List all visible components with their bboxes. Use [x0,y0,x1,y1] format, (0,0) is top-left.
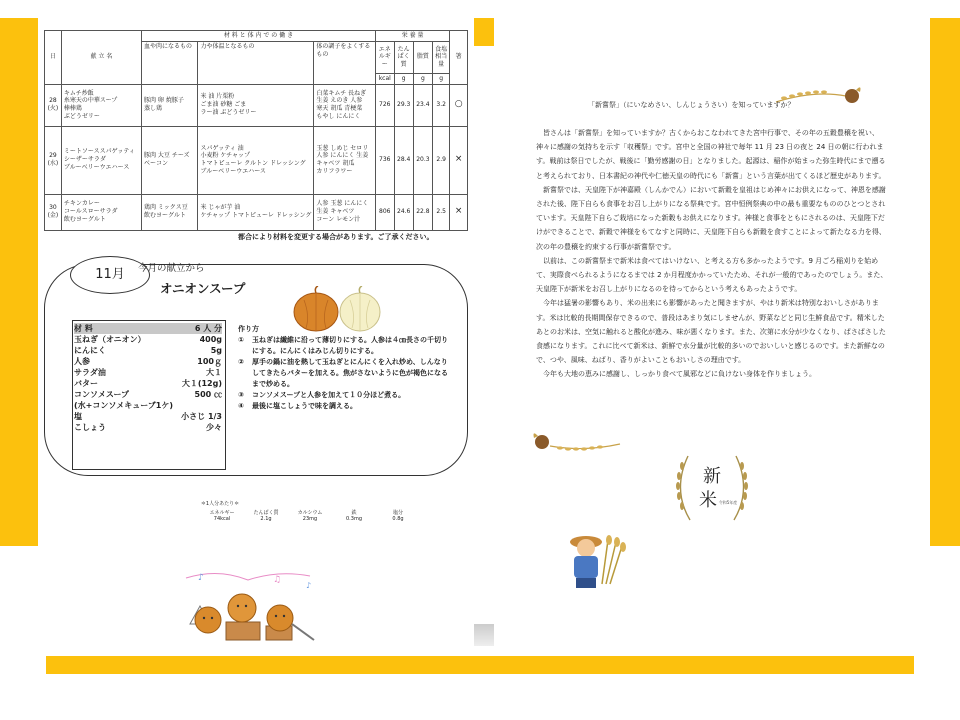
yellow-frame-left [0,18,38,546]
header-nutrition: 栄 養 量 [375,31,449,42]
condition-item: 寒天 胡瓜 青梗菜 [316,105,363,113]
ingredient-row [74,345,222,356]
ingredient-name: 人参 [74,357,90,366]
menu-item: 飲むヨーグルト [63,215,106,223]
step-text: 最後に塩こしょうで味を調える。 [252,402,357,410]
nutrition-label: 塩分 [392,510,403,516]
ingredient-row [74,422,222,433]
steps-title: 作り方 [238,325,259,333]
menu-item: 糸寒天の中華スープ [63,97,118,105]
right-page [494,18,930,643]
recipe-step [238,335,454,357]
unit-kcal: kcal [375,73,394,84]
energy-item: スパゲッティ 油 [200,144,244,152]
condition-item: 人参 玉葱 にんにく [316,200,369,208]
day-number: 29 [49,152,57,160]
fat-cell: 23.4 [413,84,432,126]
header-day: 日 [45,31,62,85]
kcal-cell: 726 [375,84,394,126]
nutrition-value: 0.8g [392,516,404,522]
table-row [45,126,468,194]
ingredient-name: 材 料 [74,324,93,333]
salt-cell: 2.5 [432,194,449,230]
menu-item: ブルーベリーウエハース [63,163,130,171]
nutrition-per-serving [200,500,420,522]
header-blood: 血や肉になるもの [142,41,198,84]
condition-item: 人参 にんにく 生姜 [316,152,369,160]
recipe-caption: 今月の献立から [138,263,205,274]
day-number: 30 [49,204,57,212]
ingredient-qty: 少々 [206,423,222,432]
svg-text:♪: ♪ [306,581,312,590]
condition-item: 玉葱 しめじ セロリ [316,144,369,152]
nutrition-value: 74kcal [213,516,231,522]
ingredient-name: バター [74,379,98,388]
ingredient-qty: 大１(12g) [181,379,222,388]
blood-cell [142,84,198,126]
ingredient-qty: 小さじ 1/3 [181,412,222,421]
day-cell [45,126,62,194]
nutrition-title: ＊1人分あたり＊ [200,501,240,507]
energy-cell [198,84,314,126]
condition-item: もやし にんにく [316,112,361,120]
nutrition-value: 2.1g [260,516,272,522]
header-energy: 力や体温となるもの [198,41,314,84]
article-title: 「新嘗祭」（にいなめさい、しんじょうさい）を知っていますか？ [588,101,795,109]
nutrition-item [332,509,376,522]
day-cell [45,84,62,126]
logo-char-2: 米 [699,490,717,511]
recipe-step [238,401,454,412]
salt-cell: 2.9 [432,126,449,194]
header-kcal: エネルギー [375,41,394,73]
protein-cell: 28.4 [394,126,413,194]
ingredient-qty: 400g [199,335,222,344]
table-row [45,84,468,126]
condition-cell [314,126,376,194]
page-shadow [474,624,494,646]
kcal-cell: 806 [375,194,394,230]
energy-cell [198,194,314,230]
step-text: コンソメスープと人参を加えて１０分ほど煮る。 [252,391,406,399]
nutrition-label: カルシウム [297,510,323,516]
change-note: 都合により材料を変更する場合があります。ご了承ください。 [238,233,434,241]
protein-cell: 24.6 [394,194,413,230]
recipe-steps [238,324,454,412]
ingredient-name: 塩 [74,412,82,421]
yellow-frame-bottom [46,656,914,674]
day-number: 28 [49,97,57,105]
article-body [536,126,888,382]
header-salt: 食塩相当量 [432,41,449,73]
header-menu: 献 立 名 [61,31,141,85]
shinmai-logo [670,446,754,526]
step-number: ④ [238,402,244,410]
article-paragraph: 今年は猛暑の影響もあり、米の出来にも影響があったと聞きますが、やはり新米は特別なおいしさがあります。米は比較的長期間保存できるので、普段はあまり気にしませんが、野菜などと同じ生鮮食品です。精米したあとのお米は、空気に触れると酸化が進み、味が悪くなります。また、次第に水分が少なくなり、ぱさぱさした食感になります。これに比べて新米は、新鮮で水分量が比較的多いのでおいしいと感じるのです。また新鮮なので、つや、風味、ねばり、香りがよいこともおいしさの理由です。 [536,299,886,365]
unit-g: g [432,73,449,84]
energy-item: ごま油 砂糖 ごま [200,101,247,109]
menu-item: コールスローサラダ [63,208,118,216]
chopsticks-cell: ○ [450,84,468,126]
blood-item: 蒸し鶏 [144,105,163,113]
nutrition-label: たんぱく質 [253,510,279,516]
header-fat: 脂質 [413,41,432,73]
condition-item: 生姜 キャベツ [316,208,355,216]
blood-item: 飲むヨーグルト [144,212,186,220]
nutrition-item [376,509,420,522]
svg-text:♫: ♫ [273,575,282,585]
nutrition-label: 鉄 [351,510,357,516]
energy-item: 小麦粉 ケチャップ [200,152,250,160]
energy-item: トマトピューレ クルトン ドレッシング [200,160,306,168]
menu-table [44,30,468,231]
fat-cell: 20.3 [413,126,432,194]
header-ingredients: 材 料 と 体 内 で の 働 き [142,31,376,42]
salt-cell: 3.2 [432,84,449,126]
step-text: 厚手の鍋に油を熱して玉ねぎとにんにくを入れ炒め、しんなりしてきたらバターを加える。焦がさないように色が褐色になるまで炒める。 [252,358,448,388]
energy-item: ラー油 ぶどうゼリー [200,108,257,116]
ingredient-row [74,378,222,389]
condition-item: キャベツ 胡瓜 [316,160,355,168]
logo-year: 令和5年産 [718,500,738,505]
chopsticks-cell: × [450,194,468,230]
menu-item: ぶどうゼリー [63,112,100,120]
ingredient-row [74,334,222,345]
ingredient-row [74,389,222,400]
recipe-title: オニオンスープ [160,281,246,296]
recipe-step [238,390,454,401]
weekday: (水) [47,160,59,168]
menu-cell [61,84,141,126]
menu-item: 棒棒鶏 [63,105,82,113]
kcal-cell: 736 [375,126,394,194]
header-condition: 体の調子をよくするもの [314,41,376,84]
yellow-frame-right [930,18,960,546]
condition-cell [314,194,376,230]
menu-item: キムチ炒飯 [63,89,94,97]
protein-cell: 29.3 [394,84,413,126]
menu-cell [61,194,141,230]
header-protein: たんぱく質 [394,41,413,73]
condition-item: 白菜キムチ 長ねぎ [316,89,367,97]
rice-ear-decoration [528,430,624,456]
ingredient-name: にんにく [74,346,106,355]
svg-text:♪: ♪ [198,573,204,583]
menu-item: ミートソーススパゲッティ [63,148,135,156]
onion-band-illustration [178,566,328,644]
left-page [38,18,474,643]
condition-item: コーン レモン汁 [316,215,361,223]
nutrition-item [244,509,288,522]
blood-item: 豚肉 卵 焼豚子 [144,97,184,105]
blood-item: 鶏肉 ミックス豆 [144,204,188,212]
nutrition-item [288,509,332,522]
blood-cell [142,126,198,194]
farmer-illustration [564,530,630,590]
ingredient-name: コンソメスープ [74,390,130,399]
ingredient-qty: 100ｇ [197,357,222,366]
day-cell [45,194,62,230]
month-badge: 11月 [70,256,150,294]
energy-item: 米 油 片栗粉 [200,93,235,101]
ingredient-qty: 6 人 分 [194,324,222,333]
nutrition-item [200,509,244,522]
step-text: 玉ねぎは繊維に沿って薄切りにする。人参は４㎝長さの千切りにする。にんにくはみじん切りにする。 [252,336,448,355]
step-number: ① [238,336,244,344]
blood-cell [142,194,198,230]
energy-cell [198,126,314,194]
unit-g: g [394,73,413,84]
article-paragraph: 以前は、この新嘗祭まで新米は食べてはいけない、と考える方も多かったようです。9 月ごろ稲刈りを始めて、実際食べられるようになるまでは 2 か月程度かかっていたため、それが一般的であったのでしょう。また、天皇陛下が新米をお召し上がりになるのを待ってからという考えもあったようです。 [536,256,888,294]
step-number: ② [238,358,244,366]
ingredient-row [74,367,222,378]
fat-cell: 22.8 [413,194,432,230]
ingredient-qty: 500 ㏄ [194,390,222,399]
menu-cell [61,126,141,194]
article-paragraph: 新嘗祭では、天皇陛下が神嘉殿（しんかでん）において新穀を皇祖はじめ神々にお供えになって、神恩を感謝された後、陛下自らも食事をお召し上がりになる祭典です。宮中恒例祭典の中の最も重要なもののひとつとされています。天皇陛下自らご栽培になった新穀もお供えになります。神様と食事をともにされるのは、天皇陛下だけができることで、新穀で神様をもてなすと同時に、天皇陛下自らも新穀を食すことによって新たなる力を得、次の年の豊穣を約束する行事が新嘗祭です。 [536,185,886,251]
energy-item: ブルーベリーウエハース [200,167,266,175]
condition-item: 生姜 えのき 人参 [316,97,363,105]
ingredient-row [74,400,222,411]
ingredient-name: (水+コンソメキューブ1ケ) [74,401,174,410]
ingredient-name: 玉ねぎ（オニオン） [74,335,146,344]
blood-item: ベーコン [144,160,169,168]
blood-item: 豚肉 大豆 チーズ [144,152,190,160]
recipe-step [238,357,454,390]
menu-item: シーザーサラダ [63,156,106,164]
chopsticks-cell: × [450,126,468,194]
step-number: ③ [238,391,244,399]
header-chopsticks: 箸 [450,31,468,85]
ingredient-qty: 5g [210,346,222,355]
nutrition-value: 0.3mg [346,516,362,522]
ingredients-header [74,323,222,334]
ingredient-row [74,356,222,367]
condition-cell [314,84,376,126]
energy-item: 米 じゃが芋 油 [200,204,241,212]
article-paragraph: 今年も大地の恵みに感謝し、しっかり食べて風邪などに負けない身体を作りましょう。 [543,370,816,379]
menu-item: チキンカレー [63,200,100,208]
ingredients-list [74,323,222,433]
article-paragraph: 皆さんは「新嘗祭」を知っていますか？古くからおこなわれてきた宮中行事で、その年の五穀豊穣を祝い、神々に感謝の気持ちを示す「収穫祭」です。宮中と全国の神社で毎年 11 月 23 日の夜と 24 日の朝に行われます。戦前は祭日でしたが、戦後に「勤労感謝の日」となりました。起源は、稲作が始まった弥生時代にまで遡ると考えられており、日本書紀の神代や仁徳天皇の時代にも「新嘗」という言葉が出てくるほど歴史があります。 [536,129,886,180]
weekday: (金) [47,212,59,220]
table-row [45,194,468,230]
unit-g: g [413,73,432,84]
ingredient-name: こしょう [74,423,106,432]
ingredient-name: サラダ油 [74,368,106,377]
ingredient-qty: 大１ [206,368,222,377]
weekday: (火) [47,105,59,113]
ingredient-row [74,411,222,422]
condition-item: カリフラワー [316,167,353,175]
energy-item: ケチャップ トマトピューレ ドレッシング [200,212,312,220]
nutrition-label: エネルギー [209,510,235,516]
nutrition-value: 23mg [302,516,318,522]
logo-char-1: 新 [703,466,721,487]
